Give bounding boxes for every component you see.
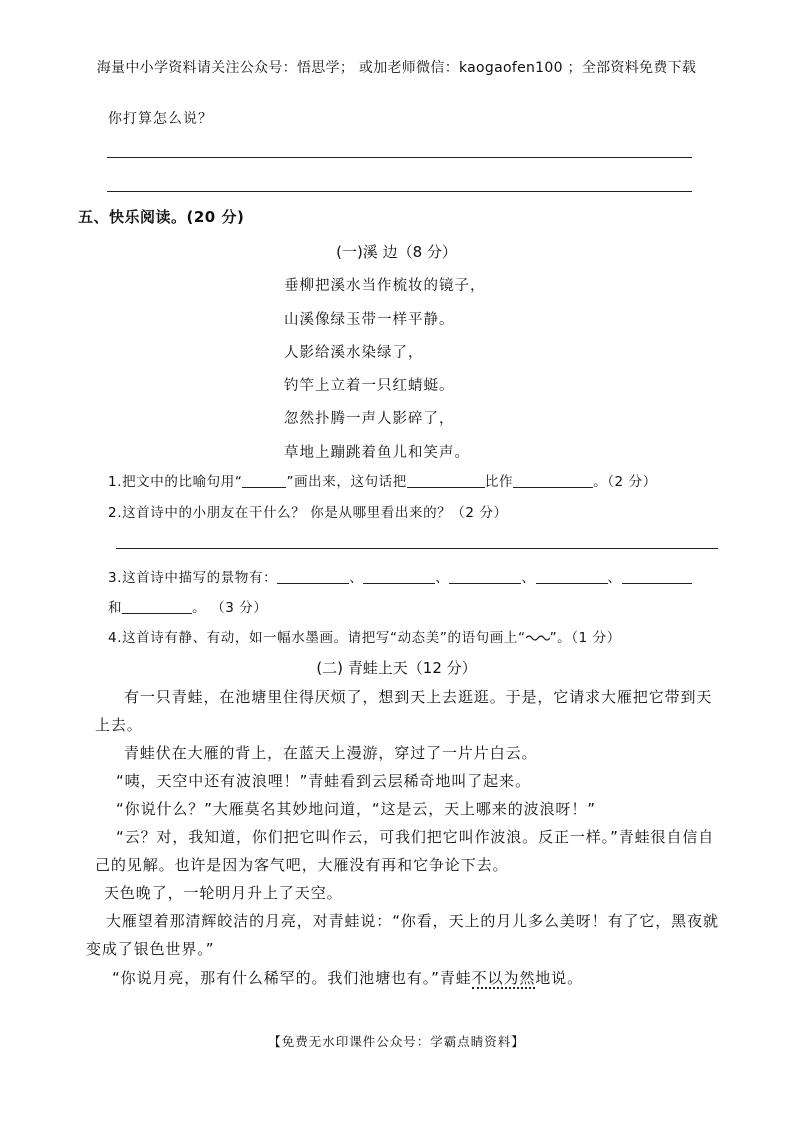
- separator: 、: [607, 570, 622, 586]
- page-header: 海量中小学资料请关注公众号：悟思学； 或加老师微信：kaogaofen100 ；全部资料免费下载: [96, 60, 697, 76]
- question-1-text-b: ”画出来，这句话把: [286, 474, 407, 490]
- question-3-blank[interactable]: [122, 599, 192, 614]
- part2-title: (二) 青蛙上天（12 分）: [316, 659, 477, 677]
- last-line-text-b: 地说。: [535, 969, 583, 987]
- emphasis-dotted-word: 不以为然: [471, 969, 536, 987]
- question-3-text: 3.这首诗中描写的景物有：: [108, 570, 278, 586]
- question-3-cont: [108, 596, 267, 616]
- section-title: 五、快乐阅读。(20 分): [78, 208, 245, 226]
- question-1-blank-a[interactable]: [242, 473, 286, 488]
- question-3-blank[interactable]: [536, 569, 608, 584]
- paragraph-line: 青蛙伏在大雁的背上，在蓝天上漫游，穿过了一片片白云。: [124, 744, 538, 762]
- question-3-score: 。 （3 分）: [192, 600, 268, 616]
- question-4: [108, 626, 621, 646]
- question-3-blank[interactable]: [277, 569, 349, 584]
- paragraph-last-line: [112, 967, 583, 988]
- answer-line-1: [107, 157, 692, 158]
- paragraph-line: 大雁望着那清辉皎洁的月亮，对青蛙说：“你看，天上的月儿多么美呀！有了它，黑夜就: [106, 912, 719, 930]
- question-4-text-b: ”。（1 分）: [549, 630, 621, 646]
- part1-title: (一)溪 边（8 分）: [336, 243, 457, 261]
- page-footer: 【免费无水印课件公众号：学霸点睛资料】: [268, 1034, 525, 1049]
- last-line-text-a: “你说月亮，那有什么稀罕的。我们池塘也有。”青蛙: [112, 969, 472, 987]
- poem-line: 钓竿上立着一只红蜻蜓。: [284, 378, 455, 394]
- paragraph-line: “咦，天空中还有波浪哩！”青蛙看到云层稀奇地叫了起来。: [116, 772, 531, 790]
- poem-line: 草地上蹦跳着鱼儿和笑声。: [284, 445, 470, 461]
- question-1-blank-c[interactable]: [513, 473, 593, 488]
- paragraph-line: 天色晚了，一轮明月升上了天空。: [104, 884, 343, 902]
- paragraph-line: 己的见解。也许是因为客气吧，大雁没有再和它争论下去。: [95, 856, 509, 874]
- paragraph-line: “你说什么？”大雁莫名其妙地问道，“这是云，天上哪来的波浪呀！”: [116, 800, 596, 818]
- paragraph-line: 上去。: [95, 716, 143, 734]
- poem-line: 垂柳把溪水当作梳妆的镜子，: [284, 278, 486, 294]
- question-4-text-a: 4.这首诗有静、有动，如一幅水墨画。请把写“动态美”的语句画上“: [108, 630, 526, 646]
- poem-line: 忽然扑腾一声人影碎了，: [284, 411, 455, 427]
- question-3-blank[interactable]: [449, 569, 521, 584]
- paragraph-line: 变成了银色世界。”: [86, 940, 215, 958]
- question-1-text-a: 1.把文中的比喻句用“: [108, 474, 243, 490]
- paragraph-line: “云？对，我知道，你们把它叫作云，可我们把它叫作波浪。反正一样。”青蛙很自信自: [116, 828, 715, 846]
- answer-line-2: [107, 191, 692, 192]
- poem-line: 山溪像绿玉带一样平静。: [284, 312, 455, 328]
- question-3-blank[interactable]: [363, 569, 435, 584]
- question-3-text-and: 和: [108, 600, 123, 616]
- question-1: [108, 470, 657, 490]
- paragraph-line: 有一只青蛙，在池塘里住得厌烦了，想到天上去逛逛。于是，它请求大雁把它带到天: [124, 688, 713, 706]
- question-1-blank-b[interactable]: [407, 473, 485, 488]
- question-3: [108, 566, 692, 586]
- question-2-answer-line[interactable]: [116, 548, 718, 549]
- separator: 、: [349, 570, 364, 586]
- question-3-blank[interactable]: [622, 569, 692, 584]
- question-1-text-c: 比作: [484, 474, 514, 490]
- separator: 、: [435, 570, 450, 586]
- previous-question: 你打算怎么说？: [108, 111, 213, 127]
- question-1-text-d: 。（2 分）: [593, 474, 657, 490]
- question-2: 2.这首诗中的小朋友在干什么？ 你是从哪里看出来的？（2 分）: [108, 505, 508, 521]
- poem-line: 人影给溪水染绿了，: [284, 345, 424, 361]
- separator: 、: [521, 570, 536, 586]
- wavy-underline-icon: [526, 633, 550, 641]
